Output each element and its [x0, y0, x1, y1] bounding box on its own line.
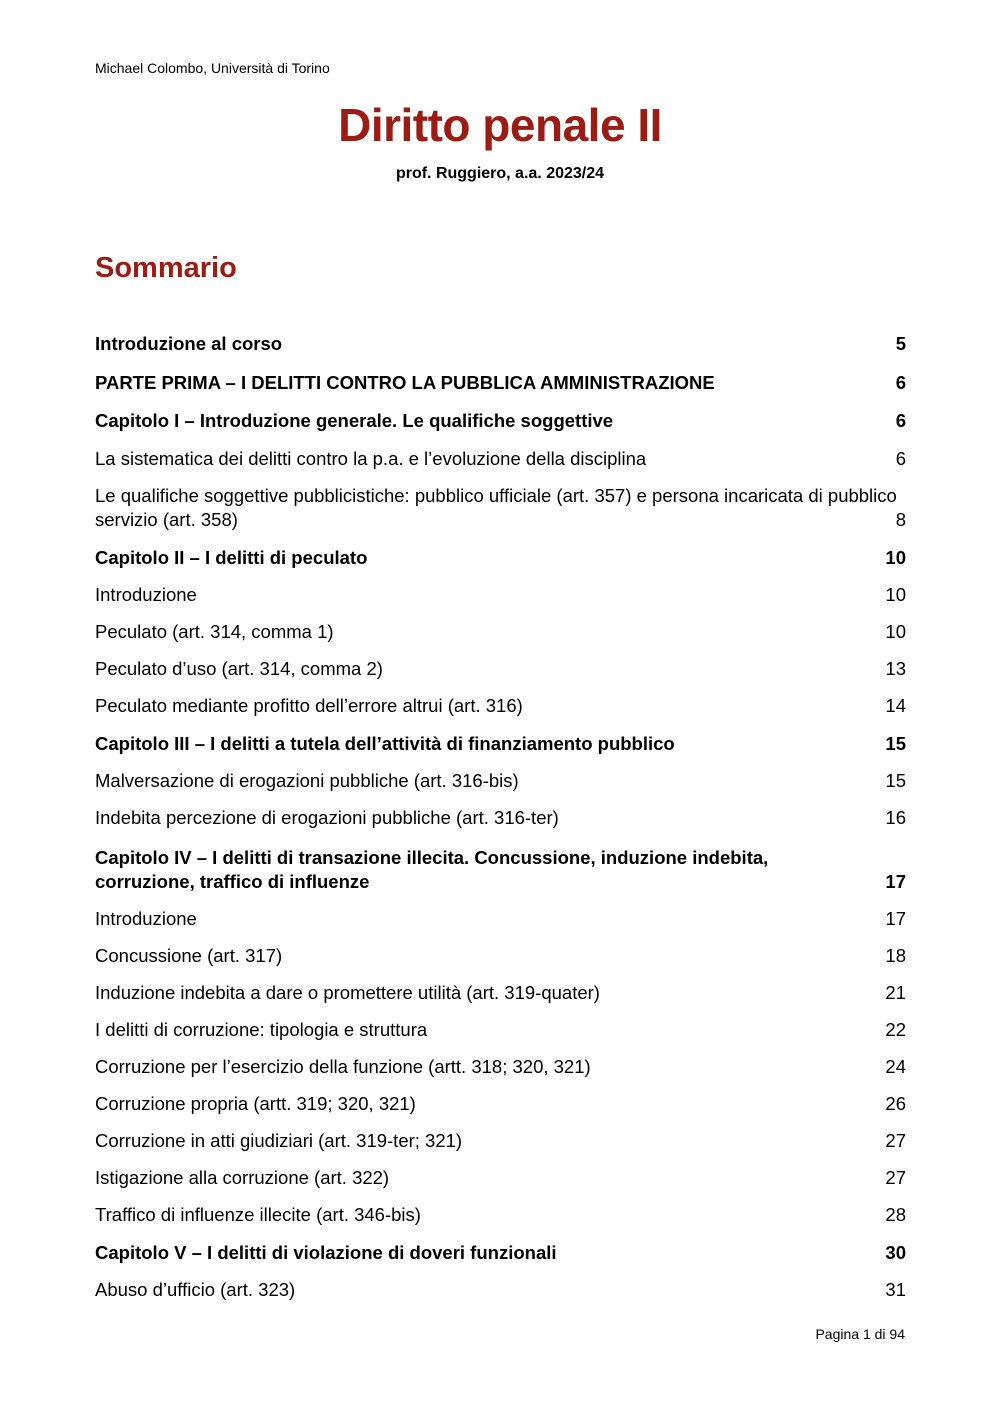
- toc-entry-page: 21: [885, 982, 906, 1003]
- toc-entry-page: 31: [885, 1279, 906, 1300]
- toc-entry-label: Istigazione alla corruzione (art. 322): [95, 1167, 390, 1188]
- toc-entry[interactable]: [95, 332, 906, 356]
- toc-heading: Sommario: [95, 252, 237, 284]
- toc-entry-label: Le qualifiche soggettive pubblicistiche: pubblico ufficiale (art. 357) e persona incaricata di pubblico servizio (art. 358): [95, 485, 897, 530]
- toc-entry-label: Introduzione: [95, 584, 197, 605]
- page-number: Pagina 1 di 94: [815, 1326, 905, 1342]
- toc-entry[interactable]: [95, 371, 906, 395]
- toc-entry-page: 15: [885, 770, 906, 791]
- toc-entry-label: Corruzione propria (artt. 319; 320, 321): [95, 1093, 416, 1114]
- toc-entry-page: 17: [885, 908, 906, 929]
- toc-entry-page: 15: [885, 733, 906, 754]
- toc-entry-label: I delitti di corruzione: tipologia e struttura: [95, 1019, 428, 1040]
- toc-entry-label: Peculato d’uso (art. 314, comma 2): [95, 658, 383, 679]
- toc-entry-label: Introduzione: [95, 908, 197, 929]
- toc-entry-label: Capitolo V – I delitti di violazione di doveri funzionali: [95, 1242, 557, 1263]
- toc-entry-label: Concussione (art. 317): [95, 945, 283, 966]
- toc-entry-label: Induzione indebita a dare o promettere utilità (art. 319-quater): [95, 982, 600, 1003]
- toc-entry-page: 10: [885, 584, 906, 605]
- toc-entry-label: Capitolo IV – I delitti di transazione illecita. Concussione, induzione indebita, corruzione, traffico di influenze: [95, 847, 769, 892]
- toc-entry-page: 30: [885, 1242, 906, 1263]
- toc-entry-page: 6: [895, 372, 906, 393]
- toc-entry-label: Capitolo I – Introduzione generale. Le qualifiche soggettive: [95, 410, 614, 431]
- toc-entry-label: Malversazione di erogazioni pubbliche (art. 316-bis): [95, 770, 519, 791]
- toc-entry-page: 16: [885, 807, 906, 828]
- toc-entry-label: Corruzione per l’esercizio della funzione (artt. 318; 320, 321): [95, 1056, 591, 1077]
- toc-entry-page: 27: [885, 1130, 906, 1151]
- toc-entry-page: 17: [885, 871, 906, 892]
- toc-entry[interactable]: [95, 447, 906, 471]
- toc-entry[interactable]: [95, 1018, 906, 1042]
- toc-entry[interactable]: [95, 1055, 906, 1079]
- author-line: Michael Colombo, Università di Torino: [95, 60, 330, 76]
- toc-entry[interactable]: [95, 409, 906, 433]
- toc-entry[interactable]: [95, 1203, 906, 1227]
- toc-entry[interactable]: [95, 944, 906, 968]
- toc-entry[interactable]: [95, 694, 906, 718]
- toc-entry-label: Indebita percezione di erogazioni pubbliche (art. 316-ter): [95, 807, 559, 828]
- toc-entry-page: 10: [885, 621, 906, 642]
- toc-entry-page: 6: [895, 448, 906, 469]
- toc-entry[interactable]: [95, 546, 906, 570]
- toc-entry-page: 27: [885, 1167, 906, 1188]
- toc-entry[interactable]: [95, 907, 906, 931]
- toc-entry-page: 24: [885, 1056, 906, 1077]
- toc-entry-page: 6: [895, 410, 906, 431]
- toc-entry-label: Peculato mediante profitto dell’errore altrui (art. 316): [95, 695, 523, 716]
- toc-entry[interactable]: [95, 981, 906, 1005]
- toc-entry[interactable]: [95, 1129, 906, 1153]
- toc-entry-label: Traffico di influenze illecite (art. 346-bis): [95, 1204, 421, 1225]
- toc-entry[interactable]: [95, 1241, 906, 1265]
- toc-entry-page: 13: [885, 658, 906, 679]
- toc-entry-label: Abuso d’ufficio (art. 323): [95, 1279, 296, 1300]
- toc-entry-page: 10: [885, 547, 906, 568]
- toc-entry[interactable]: [95, 484, 906, 532]
- toc-entry-page: 26: [885, 1093, 906, 1114]
- toc-entry[interactable]: [95, 657, 906, 681]
- toc-entry[interactable]: [95, 583, 906, 607]
- toc-entry-page: 18: [885, 945, 906, 966]
- toc-entry[interactable]: [95, 846, 906, 894]
- toc-entry-page: 28: [885, 1204, 906, 1225]
- toc-entry-page: 8: [895, 509, 906, 530]
- document-title: Diritto penale II: [338, 99, 662, 151]
- toc-entry-label: Introduzione al corso: [95, 333, 283, 354]
- toc-entry[interactable]: [95, 732, 906, 756]
- toc-entry[interactable]: [95, 620, 906, 644]
- document-subtitle: prof. Ruggiero, a.a. 2023/24: [395, 165, 605, 182]
- toc-entry-label: Peculato (art. 314, comma 1): [95, 621, 334, 642]
- toc-entry-label: Capitolo III – I delitti a tutela dell’attività di finanziamento pubblico: [95, 733, 675, 754]
- toc-entry[interactable]: [95, 1166, 906, 1190]
- toc-entry-label: PARTE PRIMA – I DELITTI CONTRO LA PUBBLICA AMMINISTRAZIONE: [95, 372, 715, 393]
- toc-entry-label: Corruzione in atti giudiziari (art. 319-ter; 321): [95, 1130, 463, 1151]
- toc-entry-page: 22: [885, 1019, 906, 1040]
- toc-entry[interactable]: [95, 1092, 906, 1116]
- toc-entry-label: Capitolo II – I delitti di peculato: [95, 547, 368, 568]
- toc-entry-label: La sistematica dei delitti contro la p.a. e l’evoluzione della disciplina: [95, 448, 647, 469]
- toc-entry-page: 14: [885, 695, 906, 716]
- toc-entry[interactable]: [95, 1278, 906, 1302]
- toc-entry-page: 5: [895, 333, 906, 354]
- toc-entry[interactable]: [95, 806, 906, 830]
- toc-entry[interactable]: [95, 769, 906, 793]
